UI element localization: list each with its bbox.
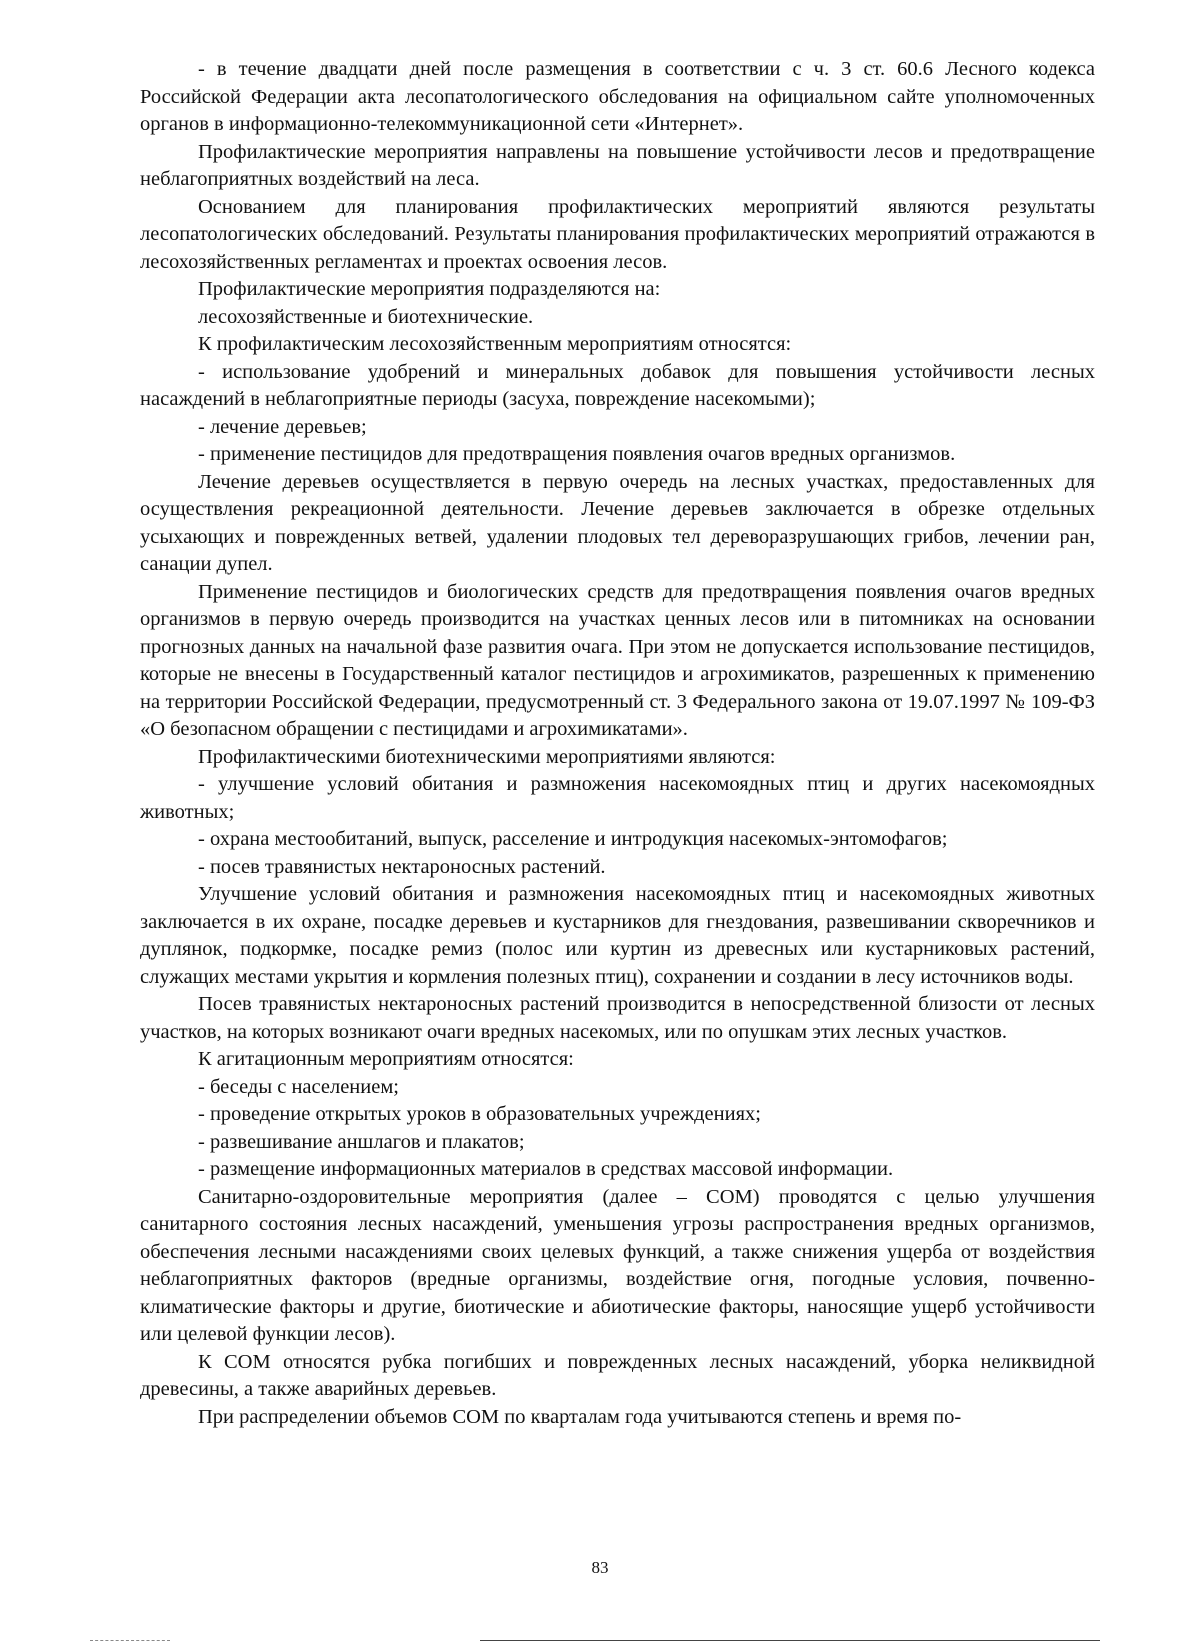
paragraph: - в течение двадцати дней после размещения в соответствии с ч. 3 ст. 60.6 Лесного кодекса Российской Федерации акта лесопатологического обследования на официальном сайте уполномоченных органов в информационно-телекоммуникационной сети «Интернет». (140, 58, 1095, 135)
list-item: - развешивание аншлагов и плакатов; (198, 1130, 525, 1153)
paragraph: Санитарно-оздоровительные мероприятия (далее – СОМ) проводятся с целью улучшения санитарного состояния лесных насаждений, уменьшения угрозы распространения вредных организмов, обеспечения лесными насаждениями своих целевых функций, а также снижения ущерба от воздействия неблагоприятных факторов (вредные организмы, воздействие огня, погодные условия, почвенно-климатические факторы и другие, биотические и абиотические факторы, наносящие ущерб устойчивости или целевой функции лесов). (140, 1185, 1095, 1345)
document-body (140, 56, 1095, 1431)
list-item: - беседы с населением; (198, 1075, 400, 1098)
list-item: - размещение информационных материалов в средствах массовой информации. (198, 1158, 894, 1180)
paragraph: Посев травянистых нектароносных растений производится в непосредственной близости от лесных участков, на которых возникают очаги вредных насекомых, или по опушкам этих лесных участков. (140, 993, 1095, 1043)
paragraph: Применение пестицидов и биологических средств для предотвращения появления очагов вредных организмов в первую очередь производится на участках ценных лесов или в питомниках на основании прогнозных данных на начальной фазе развития очага. При этом не допускается использование пестицидов, которые не внесены в Государственный каталог пестицидов и агрохимикатов, разрешенных к применению на территории Российской Федерации, предусмотренный ст. 3 Федерального закона от 19.07.1997 № 109-ФЗ «О безопасном обращении с пестицидами и агрохимикатами». (140, 580, 1095, 740)
paragraph: Профилактические мероприятия направлены на повышение устойчивости лесов и предотвращение неблагоприятных воздействий на леса. (140, 140, 1095, 190)
list-item: - применение пестицидов для предотвращения появления очагов вредных организмов. (198, 443, 956, 465)
list-item: - использование удобрений и минеральных добавок для повышения устойчивости лесных насаждений в неблагоприятные периоды (засуха, повреждение насекомыми); (140, 360, 1095, 410)
list-item: - проведение открытых уроков в образовательных учреждениях; (198, 1103, 761, 1125)
paragraph: Профилактические мероприятия подразделяются на: (198, 278, 661, 300)
bottom-divider (480, 1640, 1100, 1641)
paragraph: При распределении объемов СОМ по кварталам года учитываются степень и время по- (198, 1405, 962, 1428)
scan-edge-mark (90, 1640, 170, 1641)
list-item: - охрана местообитаний, выпуск, расселение и интродукция насекомых-энтомофагов; (198, 828, 948, 850)
paragraph: К СОМ относятся рубка погибших и поврежденных лесных насаждений, уборка неликвидной древесины, а также аварийных деревьев. (140, 1350, 1095, 1400)
paragraph: К агитационным мероприятиям относятся: (198, 1048, 574, 1070)
page-number: 83 (591, 1558, 609, 1577)
paragraph: К профилактическим лесохозяйственным мероприятиям относятся: (198, 333, 792, 355)
paragraph: лесохозяйственные и биотехнические. (198, 305, 534, 328)
list-item: - улучшение условий обитания и размножения насекомоядных птиц и других насекомоядных животных; (140, 773, 1095, 823)
list-item: - лечение деревьев; (198, 415, 367, 438)
paragraph: Лечение деревьев осуществляется в первую очередь на лесных участках, предоставленных для осуществления рекреационной деятельности. Лечение деревьев заключается в обрезке отдельных усыхающих и поврежденных ветвей, удалении плодовых тел дереворазрушающих грибов, лечении ран, санации дупел. (140, 470, 1095, 575)
list-item: - посев травянистых нектароносных растений. (198, 855, 606, 878)
paragraph: Профилактическими биотехническими мероприятиями являются: (198, 745, 776, 768)
paragraph: Основанием для планирования профилактических мероприятий являются результаты лесопатологических обследований. Результаты планирования профилактических мероприятий отражаются в лесохозяйственных регламентах и проектах освоения лесов. (140, 195, 1095, 273)
paragraph: Улучшение условий обитания и размножения насекомоядных птиц и насекомоядных животных заключается в их охране, посадке деревьев и кустарников для гнездования, развешивании скворечников и дуплянок, подкормке, посадке ремиз (полос или куртин из древесных или кустарниковых растений, служащих местами укрытия и кормления полезных птиц), сохранении и создании в лесу источников воды. (140, 883, 1095, 988)
